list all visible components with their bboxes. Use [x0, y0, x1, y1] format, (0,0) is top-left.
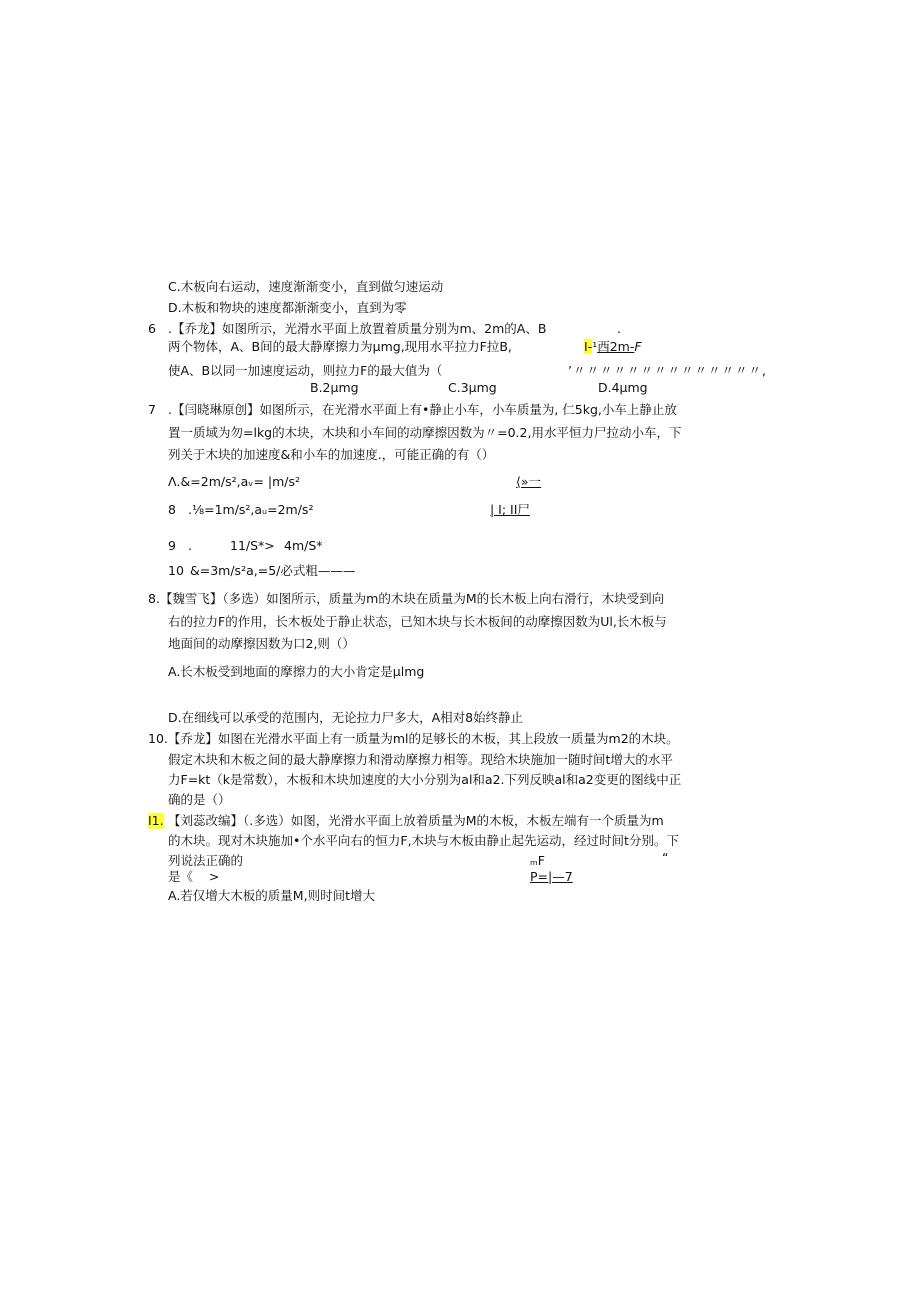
q11-figure-force: ₘF — [530, 853, 545, 868]
option-c: C.木板向右运动，速度渐渐变小，直到做匀速运动 — [168, 279, 444, 294]
q6-option-c: C.3μmg — [448, 380, 497, 395]
q7-option-a: Λ.&=2m∕s²,aᵥ= |m∕s² — [168, 474, 301, 489]
q11-line-3: 列说法正确的 — [168, 853, 244, 868]
q6-option-d: D.4μmg — [598, 380, 648, 395]
q7-number-9: 9 — [168, 538, 176, 553]
q7-number-8: 8 — [168, 502, 176, 517]
q7-line-1: .【闫晓琳原创】如图所示，在光滑水平面上有•静止小车，小车质量为, 仁5kg,小车上静止放 — [168, 402, 677, 417]
q6-line-1: .【乔龙】如图所示，光滑水平面上放置着质量分别为m、2m的A、B — [168, 321, 547, 336]
q8-line-2: 右的拉力F的作用，长木板处于静止状态，已知木块与长木板间的动摩擦因数为Ul,长木板与 — [168, 614, 667, 629]
q7-number-10: 10 — [168, 563, 184, 578]
q7-option-b: .⅛=1m∕s²,aᵤ=2m∕s² — [188, 502, 314, 517]
q8-option-a: A.长木板受到地面的摩擦力的大小肯定是μlmg — [168, 664, 425, 679]
q10-line-1: 10.【乔龙】如图在光滑水平面上有一质量为ml的足够长的木板，其上段放一质量为m2的木块。 — [148, 731, 679, 746]
q11-line-2: 的木块。现对木块施加•个水平向右的恒力F,木块与木板由静止起先运动，经过时间t分别。下 — [168, 833, 679, 848]
q11-figure-blocks: P=|—7 — [530, 869, 573, 884]
q11-number: I1. — [148, 813, 164, 828]
q7-line-2: 置一质域为勿=lkg的木块，木块和小车间的动摩擦因数为〃=0.2,用水平恒力尸拉动小车，下 — [168, 425, 682, 440]
q6-fig-block: 西2m- — [597, 339, 635, 354]
q11-line-1: 【刘蕊改编】（.多选）如图，光滑水平面上放着质量为M的木板，木板左端有一个质量为m — [168, 813, 664, 828]
q7-figure-bottom-text: | I; II尸 — [490, 502, 530, 517]
q11-option-a: A.若仅增大木板的质量M,则时间t增大 — [168, 888, 375, 903]
q7-option-c-part-1: 11∕S*> — [230, 538, 275, 553]
q8-option-d: D.在细线可以承受的范围内，无论拉力尸多大，A相对8始终静止 — [168, 710, 524, 725]
q10-line-4: 确的是（） — [168, 792, 231, 807]
q10-line-2: 假定木块和木板之间的最大静摩擦力和滑动摩擦力相等。现给木块施加一随时间t增大的水平 — [168, 752, 673, 767]
q8-line-3: 地面间的动摩擦因数为口2,则（） — [168, 636, 355, 651]
q7-figure-top: ⟨»一 — [516, 474, 542, 489]
q7-number: 7 — [148, 402, 156, 417]
q6-option-b: B.2μmg — [310, 380, 359, 395]
q8-line-1: 8.【魏雪飞】（多选）如图所示，质量为m的木块在质量为M的长木板上向右滑行，木块受到向 — [148, 591, 665, 606]
q7-option-d: &=3m∕s²a,=5∕必式粗——— — [190, 563, 356, 578]
q7-line-3: 列关于木块的加速度&和小车的加速度.，可能正确的有（） — [168, 447, 495, 462]
q6-fig-highlight: I- — [584, 339, 593, 354]
q6-line-2: 两个物体，A、B间的最大静摩擦力为μmg,现用水平拉力F拉B, — [168, 339, 512, 354]
q6-line-1-tail: . — [617, 321, 621, 336]
q6-fig-force: F — [634, 339, 642, 354]
q6-number: 6 — [148, 321, 156, 336]
q7-figure-bottom — [490, 502, 530, 518]
q6-fig-mid: ¹ — [592, 339, 598, 354]
q11-line-4: 是《 > — [168, 869, 220, 884]
q7-dot-9: . — [188, 538, 192, 553]
q10-line-3: 力F=kt（k是常数），木板和木块加速度的大小分别为al和a2.下列反映al和a2变更的图线中正 — [168, 772, 682, 787]
q11-figure-quote: “ — [662, 850, 669, 865]
option-d: D.木板和物块的速度都渐渐变小，直到为零 — [168, 300, 407, 315]
q7-option-c-part-2: 4m/S* — [284, 538, 323, 553]
q6-hatching: ’〃〃〃〃〃〃〃〃〃〃〃〃〃〃, — [568, 363, 767, 378]
q6-figure-label — [584, 339, 642, 355]
q6-line-3: 使A、B以同一加速度运动，则拉力F的最大值为（ — [168, 363, 443, 378]
